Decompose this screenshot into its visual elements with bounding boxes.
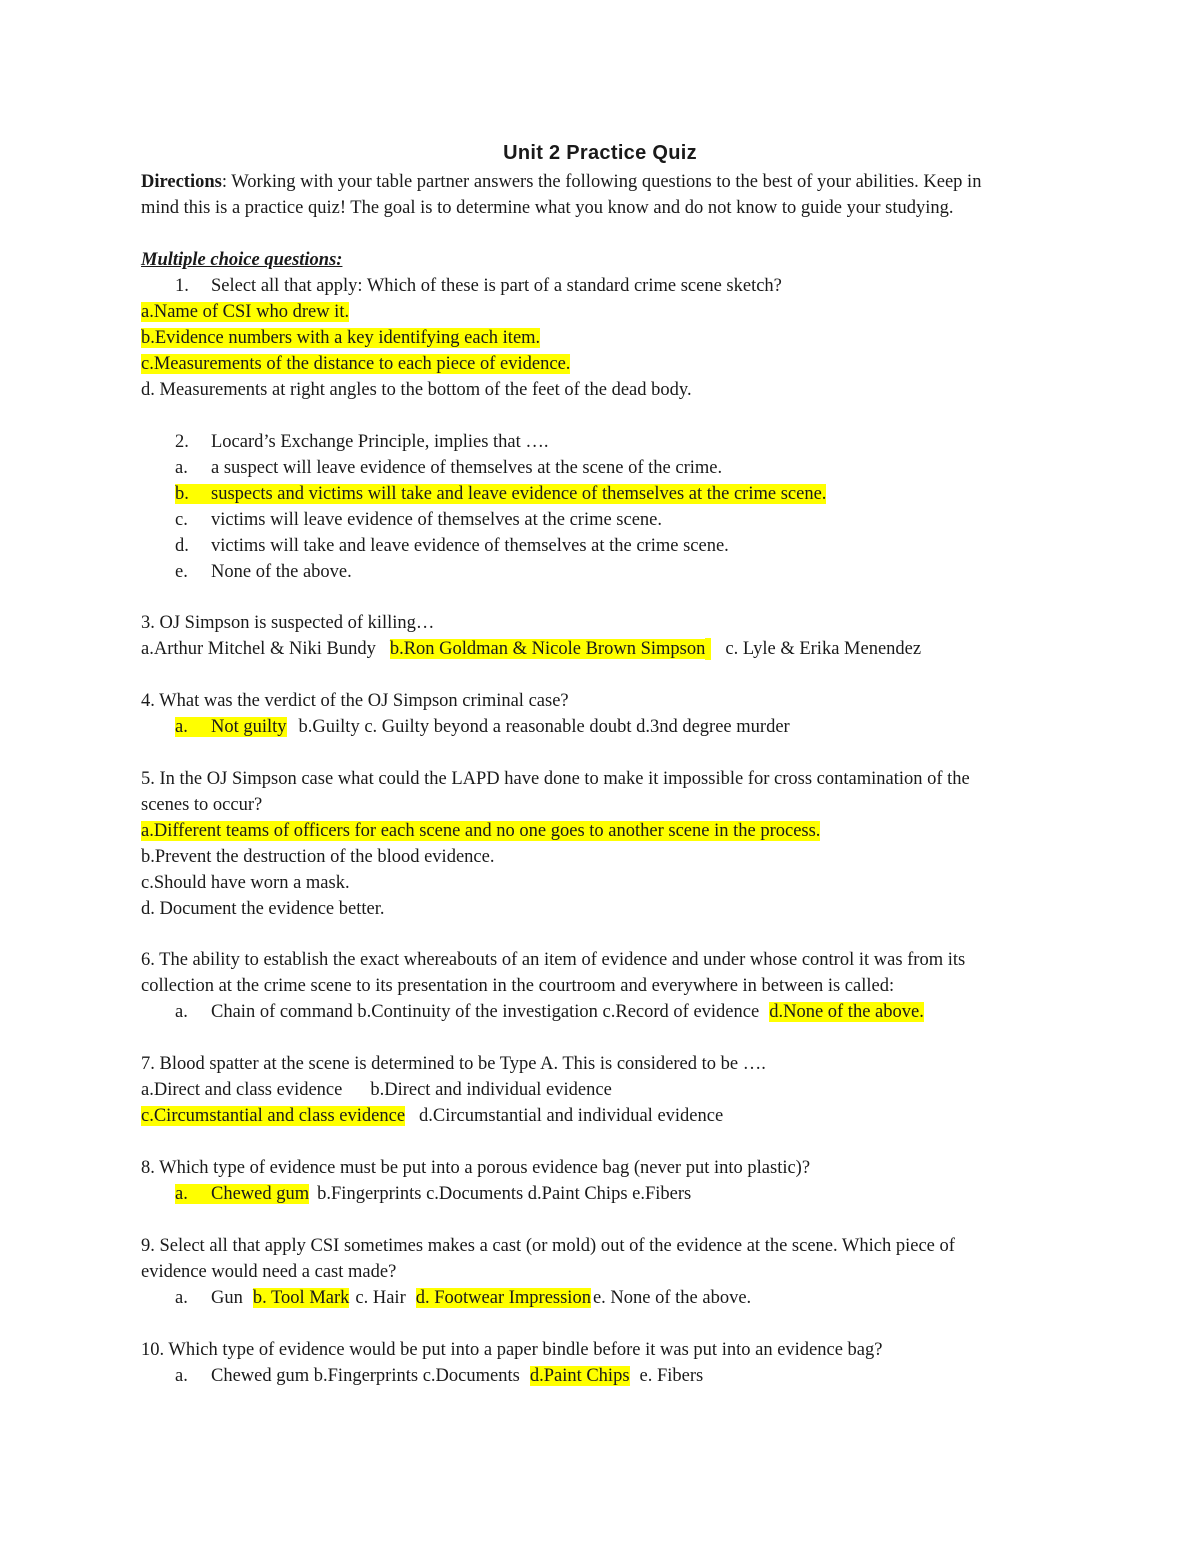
q2-option-e: e. None of the above. xyxy=(175,562,352,582)
q7-options-cd: c.Circumstantial and class evidence d.Circumstantial and individual evidence xyxy=(141,1106,724,1126)
question-10: 10. Which type of evidence would be put into a paper bindle before it was put into an evidence bag? xyxy=(141,1340,883,1360)
question-1: 1. Select all that apply: Which of these is part of a standard crime scene sketch? xyxy=(175,276,782,296)
question-4: 4. What was the verdict of the OJ Simpson criminal case? xyxy=(141,691,569,711)
question-5-line-1: 5. In the OJ Simpson case what could the LAPD have done to make it impossible for cross contamination of the xyxy=(141,769,970,789)
q4-options: a. Not guilty b.Guilty c. Guilty beyond a reasonable doubt d.3nd degree murder xyxy=(175,717,790,737)
q2-option-d: d. victims will take and leave evidence of themselves at the crime scene. xyxy=(175,536,729,556)
q2-option-c: c. victims will leave evidence of themselves at the crime scene. xyxy=(175,510,663,530)
page-title: Unit 2 Practice Quiz xyxy=(503,142,697,164)
question-9-line-1: 9. Select all that apply CSI sometimes makes a cast (or mold) out of the evidence at the scene. Which piece of xyxy=(141,1236,955,1256)
q5-option-a: a.Different teams of officers for each scene and no one goes to another scene in the process. xyxy=(141,821,821,841)
q6-options: a. Chain of command b.Continuity of the investigation c.Record of evidence d.None of the above. xyxy=(175,1002,924,1022)
q10-options: a. Chewed gum b.Fingerprints c.Documents d.Paint Chips e. Fibers xyxy=(175,1366,704,1386)
directions-line-1: Directions: Working with your table partner answers the following questions to the best of your abilities. Keep in xyxy=(141,172,982,192)
q9-options: a. Gun b. Tool Mark c. Hair d. Footwear Impression e. None of the above. xyxy=(175,1288,752,1308)
directions-line-2: mind this is a practice quiz! The goal is to determine what you know and do not know to guide your studying. xyxy=(141,198,954,218)
question-9-line-2: evidence would need a cast made? xyxy=(141,1262,397,1282)
question-8: 8. Which type of evidence must be put into a porous evidence bag (never put into plastic)? xyxy=(141,1158,811,1178)
q1-option-b: b.Evidence numbers with a key identifying each item. xyxy=(141,328,541,348)
q1-option-a: a.Name of CSI who drew it. xyxy=(141,302,350,322)
question-3: 3. OJ Simpson is suspected of killing… xyxy=(141,613,435,633)
q7-options-ab: a.Direct and class evidence b.Direct and individual evidence xyxy=(141,1080,612,1100)
q5-option-b: b.Prevent the destruction of the blood evidence. xyxy=(141,847,495,867)
q1-option-c: c.Measurements of the distance to each piece of evidence. xyxy=(141,354,571,374)
section-heading: Multiple choice questions: xyxy=(141,250,343,270)
directions-label: Directions xyxy=(141,172,222,192)
q8-options: a. Chewed gum b.Fingerprints c.Documents d.Paint Chips e.Fibers xyxy=(175,1184,692,1204)
question-6-line-2: collection at the crime scene to its presentation in the courtroom and everywhere in between is called: xyxy=(141,976,895,996)
q5-option-c: c.Should have worn a mask. xyxy=(141,873,350,893)
q2-option-a: a. a suspect will leave evidence of themselves at the scene of the crime. xyxy=(175,458,723,478)
question-7: 7. Blood spatter at the scene is determined to be Type A. This is considered to be …. xyxy=(141,1054,766,1074)
question-6-line-1: 6. The ability to establish the exact whereabouts of an item of evidence and under whose control it was from its xyxy=(141,950,966,970)
question-2: 2. Locard’s Exchange Principle, implies that …. xyxy=(175,432,549,452)
q1-option-d: d. Measurements at right angles to the bottom of the feet of the dead body. xyxy=(141,380,692,400)
q3-options: a.Arthur Mitchel & Niki Bundy b.Ron Goldman & Nicole Brown Simpson c. Lyle & Erika Menendez xyxy=(141,639,922,659)
question-5-line-2: scenes to occur? xyxy=(141,795,263,815)
q2-option-b: b. suspects and victims will take and leave evidence of themselves at the crime scene. xyxy=(175,484,827,504)
q5-option-d: d. Document the evidence better. xyxy=(141,899,385,919)
